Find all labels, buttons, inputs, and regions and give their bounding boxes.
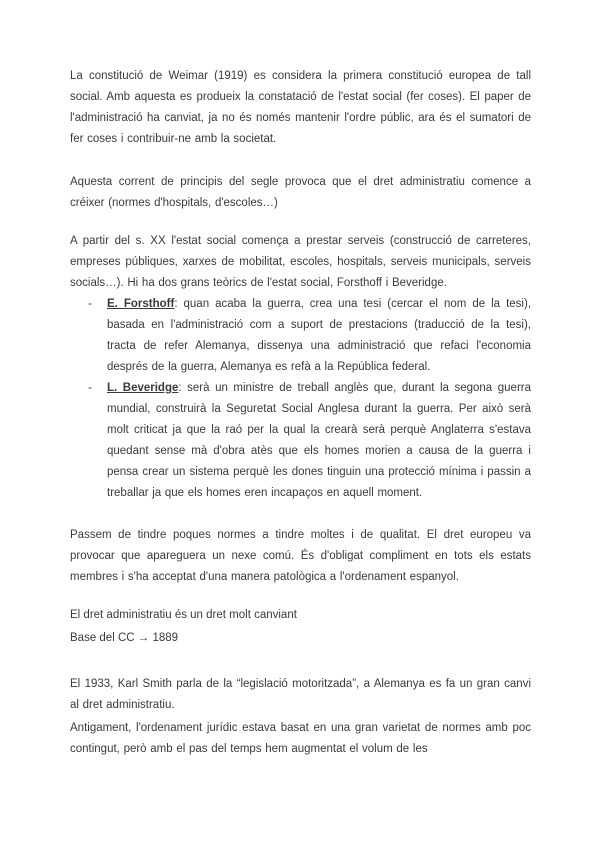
paragraph-antigament: Antigament, l'ordenament jurídic estava basat en una gran varietat de normes amb poc contingut, però amb el pas del temps hem augmentat el volum de les [70, 722, 531, 755]
bullet-content [107, 378, 531, 504]
bullet-term-forsthoff: E. Forsthoff [107, 298, 175, 310]
bullet-marker: - [88, 382, 92, 394]
line-base-cc: Base del CC → 1889 [70, 632, 179, 644]
paragraph-estat-social: A partir del s. XX l'estat social comença a prestar serveis (construcció de carreteres, empreses públiques, xarxes de mobilitat, escoles, hospitals, serveis municipals, serveis socials…). Hi ha dos grans teòrics de l'estat social, Forsthoff i Beveridge. [70, 235, 531, 289]
bullet-forsthoff [70, 294, 531, 378]
paragraph-corrent-principis: Aquesta corrent de principis del segle provoca que el dret administratiu comence a créixer (normes d'hospitals, d'escoles…) [70, 176, 531, 209]
bullet-marker: - [88, 298, 92, 310]
bullet-body-text: : quan acaba la guerra, crea una tesi (cercar el nom de la tesi), basada en l'administració com a suport de prestacions (traducció de la tesi), tracta de refer Alemanya, dissenya una administració que refaci l'economia després de la guerra, Alemanya es refà a la República federal. [107, 298, 531, 373]
paragraph-karl-smith: El 1933, Karl Smith parla de la “legislació motoritzada”, a Alemanya es fa un gran canvi al dret administratiu. [70, 678, 531, 711]
paragraph-weimar-constitution: La constitució de Weimar (1919) es considera la primera constitució europea de tall social. Amb aquesta es produeix la constatació de l'estat social (fer coses). El paper de l'administració ha canviat, ja no és només mantenir l'ordre públic, ara és el sumatori de fer coses i contribuir-ne amb la societat. [70, 70, 531, 145]
theorists-bullet-list [70, 294, 531, 504]
bullet-content [107, 294, 531, 378]
bullet-beveridge [70, 378, 531, 504]
line-dret-canviant: El dret administratiu és un dret molt canviant [70, 609, 297, 621]
bullet-body-text: : serà un ministre de treball anglès que, durant la segona guerra mundial, construirà la Seguretat Social Anglesa durant la guerra. Per això serà molt criticat ja que la raó per la qual la crearà serà perquè Anglaterra s'estava quedant sense mà d'obra atès que els homes morien a causa de la guerra i pensa crear un sistema perquè les dones tinguin una protecció mínima i passin a treballar ja que els homes eren incapaços en aquell moment. [107, 382, 532, 499]
short-lines-group [70, 604, 531, 650]
bullet-term-beveridge: L. Beveridge [107, 382, 179, 394]
paragraph-normes-qualitat: Passem de tindre poques normes a tindre moltes i de qualitat. El dret europeu va provocar que apareguera un nexe comú. És d'obligat compliment en tots els estats membres i s'ha acceptat d'una manera patològica a l'ordenament espanyol. [70, 529, 531, 583]
